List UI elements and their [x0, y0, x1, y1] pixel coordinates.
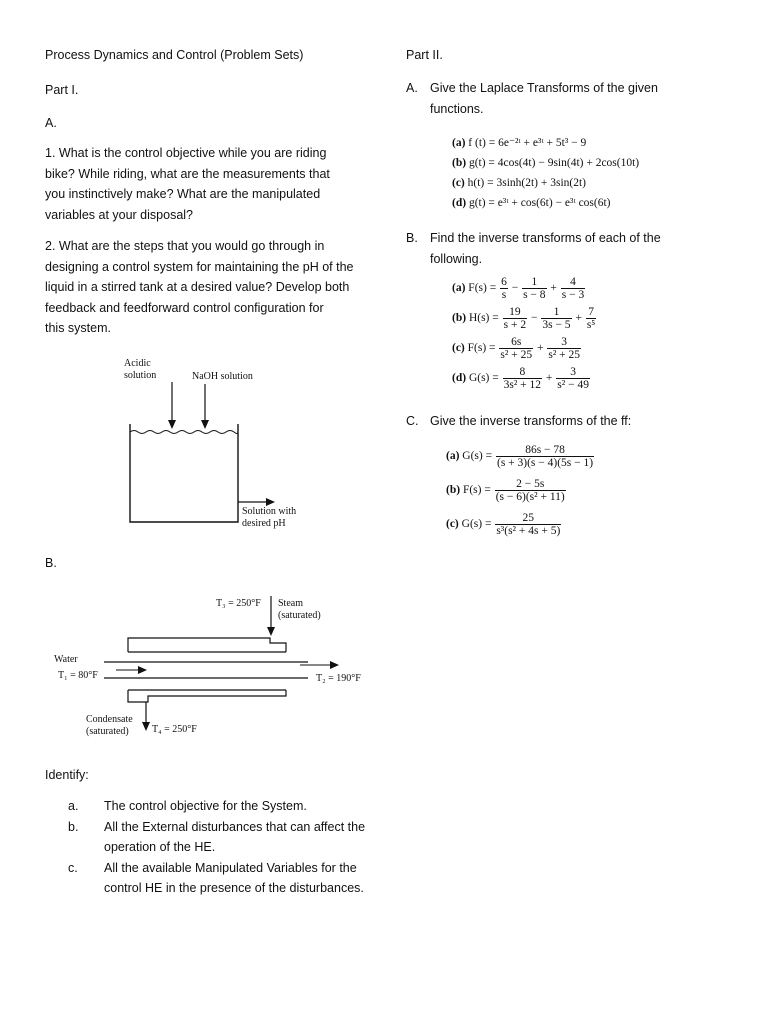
section-text: Find the inverse transforms of each of the — [430, 231, 661, 245]
heat-exchanger-diagram — [50, 590, 380, 745]
acidic-solution-label: Acidic — [124, 358, 151, 369]
list-item-text: The control objective for the System. — [104, 799, 307, 813]
list-item-text: All the External disturbances that can affect the — [104, 819, 366, 834]
equation-tag: (c) — [452, 177, 465, 189]
question-2-line: designing a control system for maintaining the pH of the — [45, 259, 354, 274]
list-item — [68, 817, 365, 858]
denominator: s³(s² + 4s + 5) — [496, 525, 561, 537]
question-1-line: bike? While riding, what are the measurements that — [45, 166, 330, 181]
question-1-line: 1. What is the control objective while you are riding — [45, 146, 327, 160]
list-item-label: a. — [68, 799, 79, 813]
list-item-text: operation of the HE. — [104, 840, 216, 854]
laplace-list — [452, 133, 639, 213]
equation-lhs: H(s) = — [468, 312, 499, 325]
denominator: 3s² + 12 — [503, 379, 542, 391]
t2-label: T₂ = 190°F — [316, 673, 361, 684]
equation-lhs: F(s) = — [467, 342, 496, 355]
identify-list — [68, 796, 365, 899]
operator: − — [511, 282, 519, 295]
numerator: 25 — [495, 512, 561, 525]
section-label: B. — [406, 231, 418, 245]
part-one-heading: Part I. — [45, 83, 79, 97]
denominator: 3s − 5 — [542, 319, 571, 331]
naoh-solution-label: NaOH solution — [192, 371, 253, 382]
tank-vessel — [130, 424, 238, 522]
equation-row — [446, 478, 595, 512]
equation-row — [452, 336, 597, 366]
operator: + — [536, 342, 544, 355]
equation-row — [446, 444, 595, 478]
equation-row — [446, 512, 595, 546]
steam-label: Steam — [278, 598, 303, 609]
arrow-icon — [168, 420, 176, 429]
equation-row — [452, 366, 597, 396]
arrow-icon — [201, 420, 209, 429]
equation-lhs: G(s) = — [462, 450, 493, 463]
denominator: s − 8 — [523, 289, 546, 301]
question-2-line: liquid in a stirred tank at a desired value? Develop both — [45, 280, 350, 294]
water-label: Water — [54, 654, 78, 665]
equation-row — [452, 193, 639, 213]
numerator: 19 — [503, 306, 527, 319]
section-text: Give the inverse transforms of the ff: — [430, 414, 632, 428]
list-item-label: c. — [68, 860, 78, 875]
equation-row — [452, 153, 639, 173]
condensate-label: Condensate — [86, 714, 133, 725]
operator: − — [530, 312, 538, 325]
document-title: Process Dynamics and Control (Problem Sets) — [45, 48, 304, 62]
numerator: 1 — [522, 276, 546, 289]
list-item — [68, 858, 365, 899]
equation-lhs: G(s) = — [461, 518, 492, 531]
operator: + — [545, 372, 553, 385]
section-label: C. — [406, 414, 419, 428]
equation-lhs: F(s) = — [468, 282, 497, 295]
equation-lhs: G(s) = — [468, 372, 499, 385]
part-two-heading: Part II. — [406, 48, 443, 62]
equation-row — [452, 133, 639, 153]
inverse-list-1 — [452, 276, 597, 396]
arrow-icon — [266, 498, 275, 506]
outlet-label: Solution with — [242, 506, 297, 517]
t3-label: T₃ = 250°F — [216, 598, 261, 609]
equation-tag: (c) — [452, 342, 465, 355]
outlet-label: desired pH — [242, 518, 286, 529]
equation-tag: (d) — [452, 372, 467, 385]
liquid-surface — [130, 431, 238, 434]
section-b-heading: B. — [45, 556, 57, 570]
equation-tag: (a) — [452, 137, 466, 149]
equation-row — [452, 173, 639, 193]
section-text: following. — [430, 251, 483, 266]
equation: g(t) = 4cos(4t) − 9sin(4t) + 2cos(10t) — [468, 157, 640, 169]
question-2-line: this system. — [45, 321, 111, 335]
operator: + — [550, 282, 557, 295]
equation-row — [452, 306, 597, 336]
denominator: s² + 25 — [548, 349, 581, 361]
section-text: Give the Laplace Transforms of the given — [430, 81, 658, 95]
section-text: functions. — [430, 101, 484, 116]
numerator: 6s — [499, 336, 533, 349]
equation: f (t) = 6e⁻²ᵗ + e³ᵗ + 5t³ − 9 — [468, 137, 587, 149]
t4-label: T₄ = 250°F — [152, 724, 197, 735]
equation-tag: (a) — [452, 282, 466, 295]
operator: + — [575, 312, 582, 325]
equation-tag: (b) — [452, 157, 467, 169]
equation-lhs: F(s) = — [462, 484, 491, 497]
denominator: (s + 3)(s − 4)(5s − 1) — [496, 457, 594, 469]
arrow-icon — [267, 627, 275, 636]
denominator: s − 3 — [561, 289, 585, 301]
question-2 — [45, 236, 354, 339]
numerator: 3 — [556, 366, 590, 379]
arrow-icon — [138, 666, 147, 674]
question-1-line: you instinctively make? What are the manipulated — [45, 187, 321, 201]
t1-label: T₁ = 80°F — [58, 670, 98, 681]
numerator: 3 — [547, 336, 581, 349]
denominator: s² + 25 — [500, 349, 533, 361]
equation: h(t) = 3sinh(2t) + 3sin(2t) — [467, 177, 587, 189]
numerator: 8 — [503, 366, 542, 379]
list-item-text: control HE in the presence of the disturbances. — [104, 881, 364, 895]
acidic-solution-label: solution — [124, 370, 157, 381]
section-a-heading: A. — [45, 116, 57, 130]
equation-tag: (d) — [452, 197, 467, 209]
question-2-line: feedback and feedforward control configuration for — [45, 300, 324, 315]
equation-tag: (a) — [446, 450, 460, 463]
condensate-label: (saturated) — [86, 726, 129, 737]
identify-heading: Identify: — [45, 768, 89, 782]
equation-row — [452, 276, 597, 306]
numerator: 6 — [501, 276, 507, 288]
list-item-label: b. — [68, 819, 79, 834]
numerator: 7 — [586, 306, 597, 319]
question-1 — [45, 143, 330, 225]
part-two-section-b — [406, 228, 661, 269]
denominator: s — [501, 289, 507, 301]
equation-tag: (b) — [452, 312, 467, 325]
inverse-list-2 — [446, 444, 595, 546]
question-2-line: 2. What are the steps that you would go through in — [45, 239, 325, 253]
equation: g(t) = e³ᵗ + cos(6t) − e³ᵗ cos(6t) — [468, 197, 611, 209]
arrow-icon — [142, 722, 150, 731]
denominator: s + 2 — [503, 319, 527, 331]
section-label: A. — [406, 81, 418, 95]
stirred-tank-diagram — [110, 352, 330, 537]
equation-tag: (c) — [446, 518, 459, 531]
denominator: s² − 49 — [557, 379, 589, 391]
numerator: 4 — [561, 276, 585, 289]
steam-label: (saturated) — [278, 610, 321, 621]
numerator: 2 − 5s — [495, 478, 566, 491]
list-item — [68, 796, 365, 817]
arrow-icon — [330, 661, 339, 669]
question-1-line: variables at your disposal? — [45, 207, 193, 222]
list-item-text: All the available Manipulated Variables for the — [104, 860, 357, 875]
denominator: s⁵ — [586, 319, 596, 331]
numerator: 1 — [541, 306, 571, 319]
denominator: (s − 6)(s² + 11) — [495, 491, 565, 503]
numerator: 86s − 78 — [496, 444, 594, 457]
equation-tag: (b) — [446, 484, 461, 497]
part-two-section-a — [406, 78, 658, 119]
part-two-section-c — [406, 411, 631, 432]
